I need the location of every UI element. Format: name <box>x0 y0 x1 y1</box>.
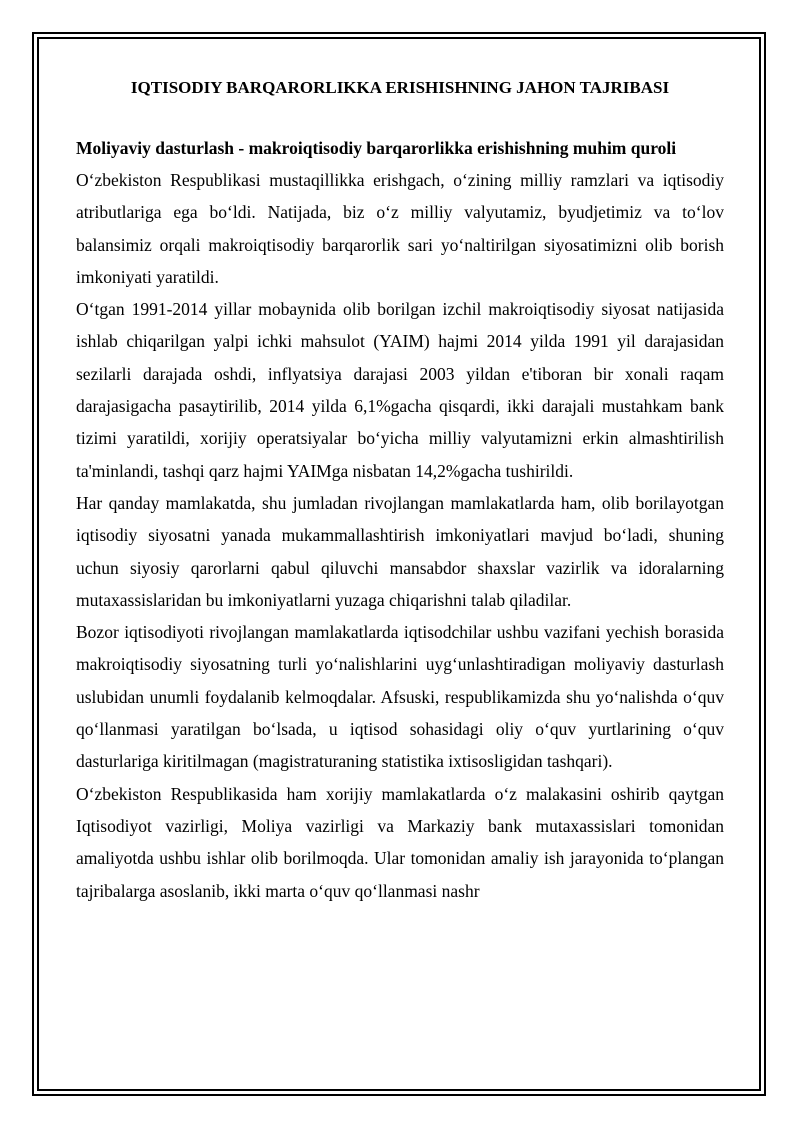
page-content <box>76 74 724 907</box>
paragraph-5: O‘zbekiston Respublikasida ham xorijiy mamlakatlarda o‘z malakasini oshirib qaytgan Iqtisodiyot vazirligi, Moliya vazirligi va Markaziy bank mutaxassislari tomonidan amaliyotda ushbu ishlar olib borilmoqda. Ular tomonidan amaliy ish jarayonida to‘plangan tajribalarga asoslanib, ikki marta o‘quv qo‘llanmasi nashr <box>76 783 724 901</box>
document-title: IQTISODIY BARQARORLIKKA ERISHISHNING JAHON TAJRIBASI <box>130 78 670 97</box>
paragraph-2: O‘tgan 1991-2014 yillar mobaynida olib borilgan izchil makroiqtisodiy siyosat natijasida ishlab chiqarilgan yalpi ichki mahsulot (YAIM) hajmi 2014 yilda 1991 yil darajasidan sezilarli darajada oshdi, inflyatsiya darajasi 2003 yildan e'tiboran bir xonali raqam darajasigacha pasaytirilib, 2014 yilda 6,1%gacha qisqardi, ikki darajali mustahkam bank tizimi yaratildi, xorijiy operatsiyalar bo‘yicha milliy valyutamizni erkin almashtirilish ta'minlandi, tashqi qarz hajmi YAIMga nisbatan 14,2%gacha tushirildi. <box>76 299 724 481</box>
paragraph-3: Har qanday mamlakatda, shu jumladan rivojlangan mamlakatlarda ham, olib borilayotgan iqtisodiy siyosatni yanada mukammallashtirish imkoniyatlari mavjud bo‘ladi, shuning uchun siyosiy qarorlarni qabul qiluvchi mansabdor shaxslar vazirlik va idoralarning mutaxassislaridan bu imkoniyatlarni yuzaga chiqarishni talab qiladilar. <box>76 492 724 610</box>
paragraph-1: O‘zbekiston Respublikasi mustaqillikka erishgach, o‘zining milliy ramzlari va iqtisodiy atributlariga ega bo‘ldi. Natijada, biz o‘z milliy valyutamiz, byudjetimiz va to‘lov balansimiz orqali makroiqtisodiy barqarorlik sari yo‘naltirilgan siyosatimizni olib borish imkoniyati yaratildi. <box>76 170 724 287</box>
section-heading: Moliyaviy dasturlash - makroiqtisodiy barqarorlikka erishishning muhim quroli <box>76 138 677 158</box>
paragraph-4: Bozor iqtisodiyoti rivojlangan mamlakatlarda iqtisodchilar ushbu vazifani yechish borasida makroiqtisodiy siyosatning turli yo‘nalishlarini uyg‘unlashtiradigan moliyaviy dasturlash uslubidan unumli foydalanib kelmoqdalar. Afsuski, respublikamizda shu yo‘nalishda o‘quv qo‘llanmasi yaratilgan bo‘lsada, u iqtisod sohasidagi oliy o‘quv yurtlarining o‘quv dasturlariga kiritilmagan (magistraturaning statistika ixtisosligidan tashqari). <box>76 622 724 772</box>
